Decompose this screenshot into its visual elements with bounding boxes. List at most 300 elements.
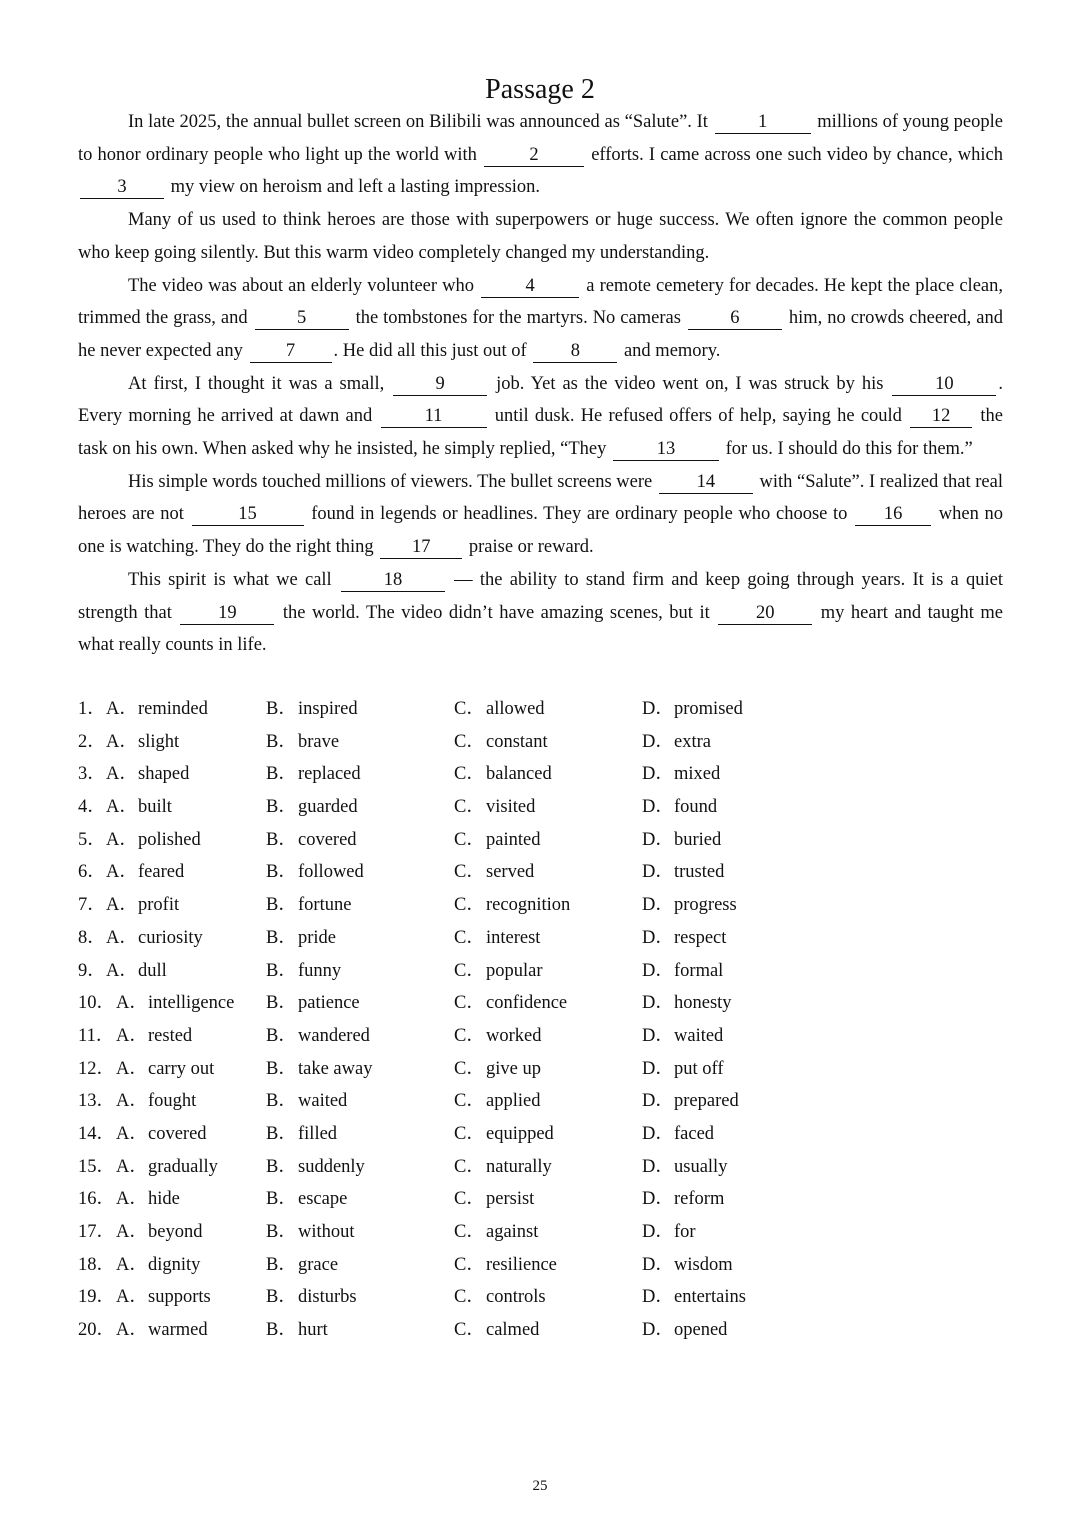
question-number-with-a bbox=[78, 889, 179, 922]
question-number-dot: ． bbox=[87, 797, 106, 818]
option-d: reform bbox=[674, 1189, 725, 1210]
option-d: progress bbox=[674, 895, 737, 916]
question-number-dot: ． bbox=[87, 895, 106, 916]
option-c-cell bbox=[454, 1053, 541, 1086]
option-letter-b: B． bbox=[266, 1287, 297, 1308]
option-row-2 bbox=[78, 726, 1003, 759]
option-letter-a: A． bbox=[106, 764, 138, 785]
question-number: 18 bbox=[78, 1254, 97, 1275]
passage-text: found in legends or headlines. They are ordinary people who choose to bbox=[305, 504, 854, 525]
option-letter-b: B． bbox=[266, 829, 297, 850]
option-letter-c: C． bbox=[454, 731, 485, 752]
option-letter-b: B． bbox=[266, 1189, 297, 1210]
passage-text: when no one is watching. They do the right thing bbox=[78, 504, 1004, 558]
passage-text: the tombstones for the martyrs. No cameras bbox=[350, 308, 686, 329]
passage-text: my heart and taught me what really counts in life. bbox=[78, 602, 1003, 656]
option-b-cell bbox=[266, 758, 361, 791]
option-row-1 bbox=[78, 693, 1003, 726]
option-letter-b: B． bbox=[266, 1156, 297, 1177]
option-letter-b: B． bbox=[266, 1320, 297, 1341]
option-d: honesty bbox=[674, 993, 732, 1014]
option-d: entertains bbox=[674, 1287, 746, 1308]
option-row-10 bbox=[78, 987, 1003, 1020]
question-number-with-a bbox=[78, 922, 203, 955]
option-c-cell bbox=[454, 1085, 540, 1118]
option-letter-a: A． bbox=[116, 1091, 148, 1112]
passage-text: — the ability to stand firm and keep going through years. It is a quiet strength that bbox=[78, 569, 1003, 623]
option-row-8 bbox=[78, 922, 1003, 955]
page-number: 25 bbox=[532, 1478, 548, 1494]
option-d-cell bbox=[642, 1314, 727, 1347]
option-letter-d: D． bbox=[642, 829, 674, 850]
option-d: formal bbox=[674, 960, 724, 981]
question-number: 13 bbox=[78, 1091, 97, 1112]
option-b: patience bbox=[298, 993, 360, 1014]
option-a: feared bbox=[138, 862, 185, 883]
option-c: painted bbox=[486, 829, 541, 850]
option-letter-d: D． bbox=[642, 699, 674, 719]
question-number: 4 bbox=[78, 797, 88, 818]
passage-paragraph bbox=[78, 204, 1003, 269]
option-d: respect bbox=[674, 927, 727, 948]
option-letter-a: A． bbox=[116, 1058, 148, 1079]
option-d: usually bbox=[674, 1156, 728, 1177]
passage-text: my view on heroism and left a lasting impression. bbox=[166, 177, 541, 198]
option-d-cell bbox=[642, 1118, 714, 1151]
option-c: controls bbox=[486, 1287, 546, 1308]
option-b: take away bbox=[298, 1058, 373, 1079]
option-letter-c: C． bbox=[454, 1189, 485, 1210]
option-d: waited bbox=[674, 1025, 724, 1046]
option-b: suddenly bbox=[298, 1156, 365, 1177]
question-number: 15 bbox=[78, 1156, 97, 1177]
blank-7: 7 bbox=[250, 341, 332, 363]
option-c-cell bbox=[454, 1118, 554, 1151]
option-c: recognition bbox=[486, 895, 571, 916]
option-c: served bbox=[486, 862, 535, 883]
passage-text: In late 2025, the annual bullet screen on Bilibili was announced as “Salute”. It bbox=[128, 112, 713, 132]
question-number-with-a bbox=[78, 824, 201, 857]
option-c-cell bbox=[454, 693, 545, 726]
option-letter-a: A． bbox=[116, 1123, 148, 1144]
option-letter-d: D． bbox=[642, 1189, 674, 1210]
option-letter-d: D． bbox=[642, 1091, 674, 1112]
passage-text: him, no crowds cheered, and he never expected any bbox=[78, 308, 1003, 361]
question-number: 14 bbox=[78, 1123, 97, 1144]
option-row-5 bbox=[78, 824, 1003, 857]
passage-text: a remote cemetery for decades. He kept the place clean, trimmed the grass, and bbox=[78, 275, 1003, 329]
option-b: hurt bbox=[298, 1320, 328, 1341]
blank-4: 4 bbox=[481, 276, 579, 298]
blank-5: 5 bbox=[255, 308, 349, 330]
option-letter-d: D． bbox=[642, 1254, 674, 1275]
option-b: waited bbox=[298, 1091, 348, 1112]
option-b-cell bbox=[266, 1314, 328, 1347]
option-d-cell bbox=[642, 791, 717, 824]
question-number: 11 bbox=[78, 1025, 96, 1046]
option-letter-a: A． bbox=[116, 1287, 148, 1308]
passage-text: . Every morning he arrived at dawn and bbox=[78, 373, 1003, 427]
option-b: replaced bbox=[298, 764, 361, 785]
option-a: hide bbox=[148, 1189, 180, 1210]
option-d: for bbox=[674, 1222, 696, 1242]
blank-15: 15 bbox=[192, 504, 304, 526]
question-number-dot: ． bbox=[96, 1320, 116, 1341]
option-letter-c: C． bbox=[454, 1222, 485, 1242]
option-c-cell bbox=[454, 824, 540, 857]
option-c-cell bbox=[454, 726, 548, 759]
option-letter-a: A． bbox=[116, 993, 148, 1014]
option-letter-d: D． bbox=[642, 1320, 674, 1341]
question-number-dot: ． bbox=[87, 731, 106, 752]
passage-paragraph bbox=[78, 564, 1003, 662]
question-number-with-a bbox=[78, 1053, 214, 1086]
option-letter-c: C． bbox=[454, 1156, 485, 1177]
option-b: without bbox=[298, 1222, 355, 1242]
option-d: opened bbox=[674, 1320, 728, 1341]
option-c: balanced bbox=[486, 764, 552, 785]
option-row-20 bbox=[78, 1314, 1003, 1347]
option-a: rested bbox=[148, 1025, 193, 1046]
option-c-cell bbox=[454, 1020, 541, 1053]
option-c-cell bbox=[454, 758, 552, 791]
question-number-with-a bbox=[78, 856, 184, 889]
option-b-cell bbox=[266, 1118, 337, 1151]
option-c-cell bbox=[454, 1183, 534, 1216]
blank-12: 12 bbox=[910, 406, 972, 428]
blank-16: 16 bbox=[855, 504, 931, 526]
passage-text: for us. I should do this for them.” bbox=[720, 439, 973, 460]
option-row-13 bbox=[78, 1085, 1003, 1118]
option-c-cell bbox=[454, 791, 535, 824]
option-c: applied bbox=[486, 1091, 541, 1112]
passage-paragraph bbox=[78, 106, 1003, 204]
option-b: followed bbox=[298, 862, 364, 883]
option-letter-a: A． bbox=[106, 797, 138, 818]
option-letter-d: D． bbox=[642, 927, 674, 948]
option-letter-d: D． bbox=[642, 797, 674, 818]
question-number-with-a bbox=[78, 758, 189, 791]
blank-11: 11 bbox=[381, 406, 487, 428]
option-b-cell bbox=[266, 889, 351, 922]
question-number-dot: ． bbox=[96, 1254, 116, 1275]
option-d-cell bbox=[642, 955, 723, 988]
option-row-7 bbox=[78, 889, 1003, 922]
passage-text: At first, I thought it was a small, bbox=[128, 373, 392, 394]
option-c: confidence bbox=[486, 993, 568, 1014]
option-b-cell bbox=[266, 1151, 365, 1184]
passage-text: and memory. bbox=[619, 340, 721, 361]
passage-text: efforts. I came across one such video by chance, which bbox=[586, 144, 1003, 165]
option-a: curiosity bbox=[138, 927, 203, 948]
option-letter-d: D． bbox=[642, 731, 674, 752]
option-letter-c: C． bbox=[454, 699, 485, 719]
option-b-cell bbox=[266, 955, 341, 988]
option-letter-c: C． bbox=[454, 1091, 485, 1112]
option-a: built bbox=[138, 797, 172, 818]
option-b: brave bbox=[298, 731, 340, 752]
option-letter-d: D． bbox=[642, 1222, 674, 1242]
question-number-dot: ． bbox=[87, 927, 106, 948]
question-number: 8 bbox=[78, 927, 88, 948]
blank-20: 20 bbox=[718, 603, 812, 625]
option-c-cell bbox=[454, 1281, 546, 1314]
option-d: wisdom bbox=[674, 1254, 733, 1275]
option-b: fortune bbox=[298, 895, 352, 916]
option-letter-b: B． bbox=[266, 1222, 297, 1242]
option-letter-a: A． bbox=[106, 895, 138, 916]
question-number-with-a bbox=[78, 1020, 192, 1053]
option-c: constant bbox=[486, 731, 548, 752]
option-c: allowed bbox=[486, 699, 545, 719]
question-number-dot: ． bbox=[87, 960, 106, 981]
option-a: profit bbox=[138, 895, 180, 916]
option-letter-c: C． bbox=[454, 1254, 485, 1275]
question-number-dot: ． bbox=[96, 1123, 116, 1144]
passage-text: until dusk. He refused offers of help, saying he could bbox=[488, 406, 909, 427]
option-letter-b: B． bbox=[266, 1254, 297, 1275]
option-a: covered bbox=[148, 1123, 207, 1144]
option-d-cell bbox=[642, 1216, 696, 1249]
option-c-cell bbox=[454, 1314, 539, 1347]
option-b: pride bbox=[298, 927, 337, 948]
option-letter-d: D． bbox=[642, 1123, 674, 1144]
option-d-cell bbox=[642, 1281, 746, 1314]
blank-8: 8 bbox=[533, 341, 617, 363]
option-c: give up bbox=[486, 1058, 541, 1079]
option-letter-b: B． bbox=[266, 1025, 297, 1046]
option-b-cell bbox=[266, 1183, 347, 1216]
question-number-with-a bbox=[78, 791, 172, 824]
blank-19: 19 bbox=[180, 603, 274, 625]
option-a: warmed bbox=[148, 1320, 208, 1341]
question-number: 2 bbox=[78, 731, 88, 752]
option-letter-b: B． bbox=[266, 993, 297, 1014]
passage-text: His simple words touched millions of viewers. The bullet screens were bbox=[128, 471, 657, 492]
option-letter-b: B． bbox=[266, 797, 297, 818]
question-number: 1 bbox=[78, 699, 88, 719]
question-number: 9 bbox=[78, 960, 88, 981]
passage-text: This spirit is what we call bbox=[128, 569, 339, 590]
option-b-cell bbox=[266, 1085, 347, 1118]
option-c: worked bbox=[486, 1025, 542, 1046]
option-b-cell bbox=[266, 856, 364, 889]
passage-text: with “Salute”. I realized that real heroes are not bbox=[78, 471, 1003, 525]
option-c: popular bbox=[486, 960, 543, 981]
option-row-12 bbox=[78, 1053, 1003, 1086]
question-number: 5 bbox=[78, 829, 88, 850]
option-b-cell bbox=[266, 824, 357, 857]
option-row-6 bbox=[78, 856, 1003, 889]
option-b: escape bbox=[298, 1189, 348, 1210]
option-c: naturally bbox=[486, 1156, 552, 1177]
option-letter-c: C． bbox=[454, 797, 485, 818]
option-d-cell bbox=[642, 1183, 724, 1216]
option-letter-a: A． bbox=[106, 829, 138, 850]
option-letter-b: B． bbox=[266, 1123, 297, 1144]
option-c: interest bbox=[486, 927, 541, 948]
option-letter-a: A． bbox=[116, 1025, 148, 1046]
option-letter-b: B． bbox=[266, 764, 297, 785]
option-c: persist bbox=[486, 1189, 535, 1210]
option-letter-d: D． bbox=[642, 1025, 674, 1046]
option-letter-a: A． bbox=[106, 731, 138, 752]
option-b-cell bbox=[266, 1216, 355, 1249]
option-letter-d: D． bbox=[642, 1287, 674, 1308]
option-b: funny bbox=[298, 960, 342, 981]
option-letter-a: A． bbox=[106, 927, 138, 948]
option-a: intelligence bbox=[148, 993, 235, 1014]
blank-17: 17 bbox=[380, 537, 462, 559]
option-a: supports bbox=[148, 1287, 211, 1308]
option-row-18 bbox=[78, 1249, 1003, 1282]
question-number-with-a bbox=[78, 1216, 202, 1249]
option-letter-a: A． bbox=[116, 1156, 148, 1177]
option-b: wandered bbox=[298, 1025, 370, 1046]
option-d-cell bbox=[642, 987, 732, 1020]
option-letter-a: A． bbox=[116, 1254, 148, 1275]
option-d-cell bbox=[642, 1085, 739, 1118]
question-number-with-a bbox=[78, 1314, 208, 1347]
option-row-4 bbox=[78, 791, 1003, 824]
option-a: shaped bbox=[138, 764, 190, 785]
option-d-cell bbox=[642, 693, 743, 726]
option-b: inspired bbox=[298, 699, 358, 719]
option-d: trusted bbox=[674, 862, 725, 883]
option-c: calmed bbox=[486, 1320, 540, 1341]
option-c-cell bbox=[454, 1151, 552, 1184]
option-b-cell bbox=[266, 693, 358, 726]
option-letter-c: C． bbox=[454, 764, 485, 785]
passage-text: . He did all this just out of bbox=[333, 340, 532, 361]
passage-text: praise or reward. bbox=[464, 537, 594, 558]
options-list bbox=[78, 693, 1003, 1347]
question-number-dot: ． bbox=[87, 829, 106, 850]
option-d-cell bbox=[642, 922, 726, 955]
option-letter-a: A． bbox=[116, 1222, 148, 1242]
option-letter-b: B． bbox=[266, 1058, 297, 1079]
option-b: grace bbox=[298, 1254, 339, 1275]
option-letter-b: B． bbox=[266, 960, 297, 981]
passage-title: Passage 2 bbox=[485, 74, 595, 105]
option-b-cell bbox=[266, 1249, 338, 1282]
passage-text: The video was about an elderly volunteer who bbox=[128, 275, 480, 296]
option-letter-a: A． bbox=[106, 862, 138, 883]
question-number-dot: ． bbox=[96, 1156, 116, 1177]
blank-6: 6 bbox=[688, 308, 782, 330]
option-b: guarded bbox=[298, 797, 358, 818]
passage-body bbox=[78, 106, 1003, 662]
option-letter-d: D． bbox=[642, 764, 674, 785]
option-d: mixed bbox=[674, 764, 721, 785]
blank-10: 10 bbox=[892, 374, 996, 396]
question-number: 20 bbox=[78, 1320, 97, 1341]
option-d-cell bbox=[642, 1020, 723, 1053]
question-number-dot: ． bbox=[87, 862, 106, 883]
option-b-cell bbox=[266, 726, 339, 759]
blank-3: 3 bbox=[80, 177, 164, 199]
question-number-dot: ． bbox=[95, 1025, 115, 1046]
question-number-with-a bbox=[78, 1151, 218, 1184]
option-letter-b: B． bbox=[266, 1091, 297, 1112]
option-c-cell bbox=[454, 1216, 538, 1249]
option-letter-a: A． bbox=[116, 1189, 148, 1210]
question-number-with-a bbox=[78, 1249, 200, 1282]
option-row-16 bbox=[78, 1183, 1003, 1216]
option-d: prepared bbox=[674, 1091, 739, 1112]
option-b: filled bbox=[298, 1123, 338, 1144]
option-d-cell bbox=[642, 1053, 724, 1086]
passage-text: Many of us used to think heroes are those with superpowers or huge success. We often ignore the common people who keep going silently. But this warm video completely changed my understanding. bbox=[78, 210, 1003, 263]
option-row-19 bbox=[78, 1281, 1003, 1314]
option-letter-a: A． bbox=[106, 699, 138, 719]
option-row-14 bbox=[78, 1118, 1003, 1151]
option-a: gradually bbox=[148, 1156, 218, 1177]
option-d: promised bbox=[674, 699, 743, 719]
question-number-dot: ． bbox=[96, 1222, 116, 1242]
option-c-cell bbox=[454, 889, 570, 922]
option-d: put off bbox=[674, 1058, 724, 1079]
option-letter-c: C． bbox=[454, 1025, 485, 1046]
option-d: buried bbox=[674, 829, 722, 850]
option-letter-d: D． bbox=[642, 960, 674, 981]
option-b-cell bbox=[266, 987, 360, 1020]
option-row-3 bbox=[78, 758, 1003, 791]
blank-18: 18 bbox=[341, 570, 445, 592]
question-number: 7 bbox=[78, 895, 88, 916]
blank-2: 2 bbox=[484, 145, 584, 167]
option-letter-c: C． bbox=[454, 1320, 485, 1341]
blank-9: 9 bbox=[393, 374, 487, 396]
question-number-with-a bbox=[78, 1118, 207, 1151]
option-c-cell bbox=[454, 1249, 557, 1282]
option-letter-b: B． bbox=[266, 862, 297, 883]
option-d: faced bbox=[674, 1123, 715, 1144]
option-letter-b: B． bbox=[266, 731, 297, 752]
blank-13: 13 bbox=[613, 439, 719, 461]
option-d-cell bbox=[642, 758, 720, 791]
option-letter-c: C． bbox=[454, 1058, 485, 1079]
question-number-dot: ． bbox=[87, 699, 106, 719]
option-letter-a: A． bbox=[116, 1320, 148, 1341]
option-letter-c: C． bbox=[454, 993, 485, 1014]
option-letter-b: B． bbox=[266, 895, 297, 916]
option-row-11 bbox=[78, 1020, 1003, 1053]
option-d-cell bbox=[642, 726, 711, 759]
option-a: dignity bbox=[148, 1254, 201, 1275]
option-letter-b: B． bbox=[266, 699, 297, 719]
passage-text: millions of young people to honor ordinary people who light up the world with bbox=[78, 112, 1003, 165]
option-letter-c: C． bbox=[454, 960, 485, 981]
question-number: 17 bbox=[78, 1222, 97, 1242]
question-number-with-a bbox=[78, 726, 179, 759]
option-c-cell bbox=[454, 856, 534, 889]
question-number-with-a bbox=[78, 1085, 196, 1118]
option-b-cell bbox=[266, 922, 336, 955]
question-number: 19 bbox=[78, 1287, 97, 1308]
option-row-15 bbox=[78, 1151, 1003, 1184]
option-b-cell bbox=[266, 791, 358, 824]
question-number-dot: ． bbox=[96, 1287, 116, 1308]
option-letter-c: C． bbox=[454, 1123, 485, 1144]
passage-text: the world. The video didn’t have amazing scenes, but it bbox=[276, 602, 717, 623]
question-number-dot: ． bbox=[96, 1091, 116, 1112]
option-c: visited bbox=[486, 797, 536, 818]
option-d-cell bbox=[642, 1249, 733, 1282]
question-number-with-a bbox=[78, 1183, 180, 1216]
option-letter-c: C． bbox=[454, 895, 485, 916]
question-number-dot: ． bbox=[96, 1189, 116, 1210]
